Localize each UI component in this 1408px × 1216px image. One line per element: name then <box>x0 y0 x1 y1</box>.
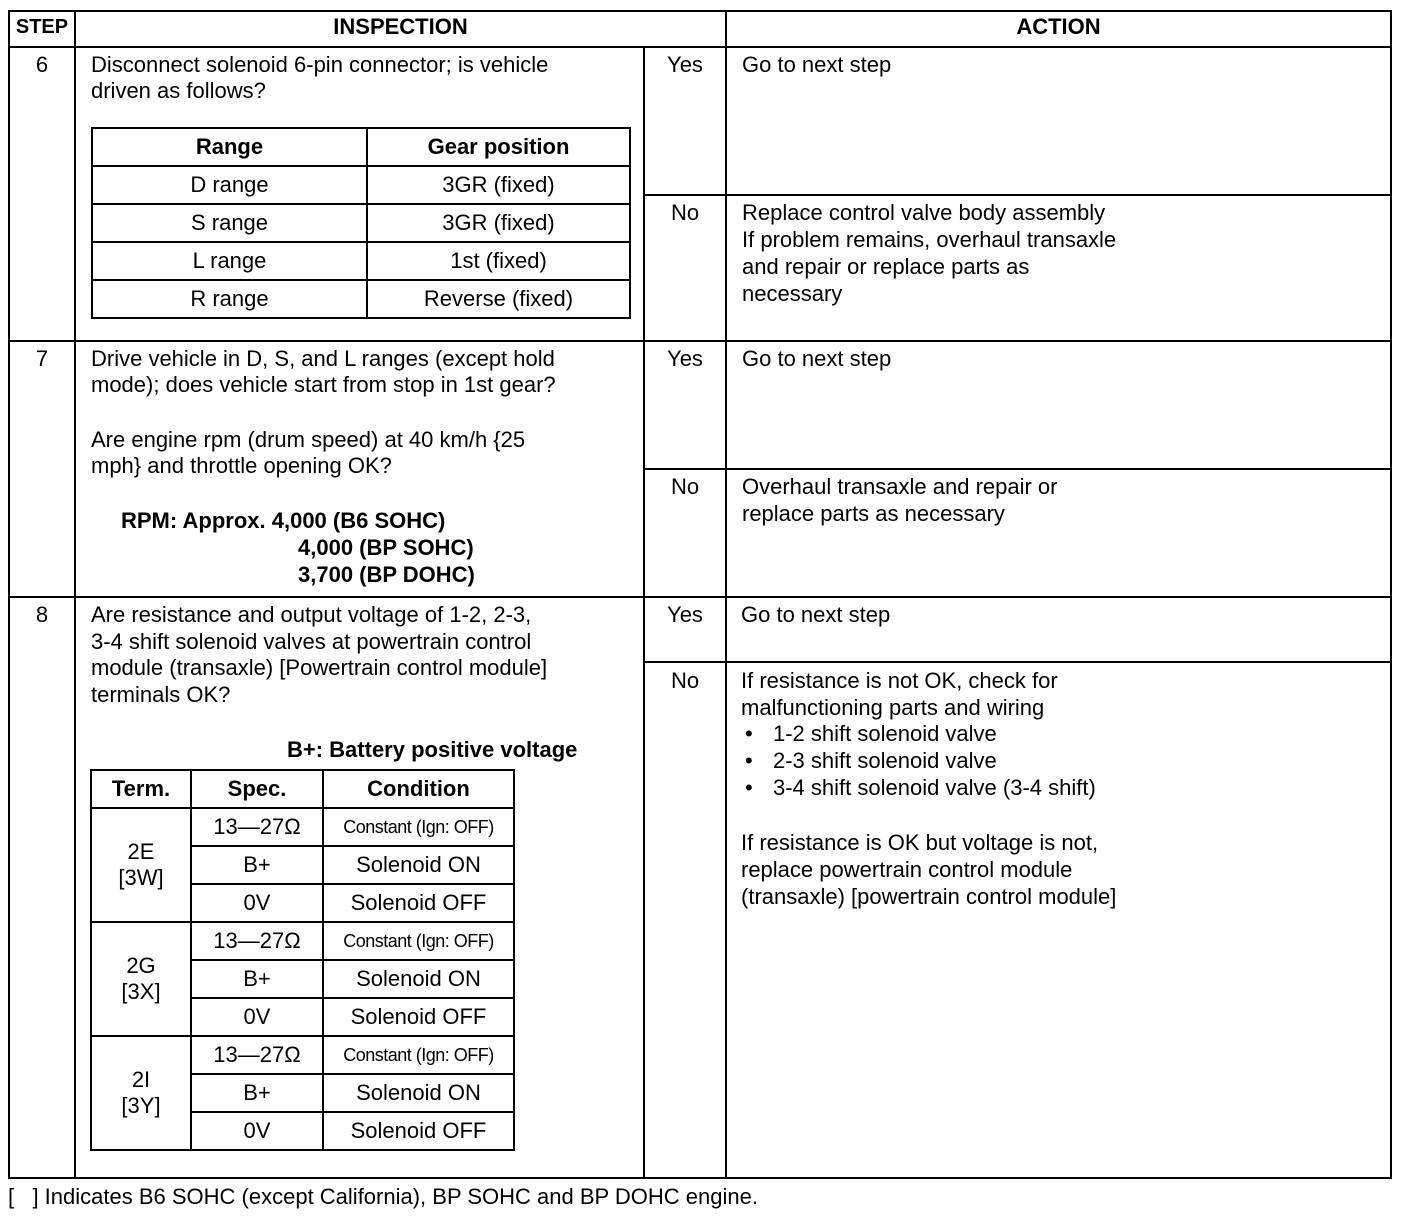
terminal-cell <box>91 808 191 922</box>
terminal-alt-id: [3X] <box>121 979 161 1004</box>
step-7-no-action-line: replace parts as necessary <box>742 501 1005 526</box>
spec-cell: 13—27Ω <box>191 922 323 960</box>
header-inspection: INSPECTION <box>333 14 468 39</box>
rpm-spec-line2: 4,000 (BP SOHC) <box>298 535 474 560</box>
step-8-question-line: module (transaxle) [Powertrain control module] <box>91 655 548 680</box>
table-cell: 3GR (fixed) <box>367 204 630 242</box>
spec-cell: B+ <box>191 1074 323 1112</box>
outer-top <box>8 10 1392 12</box>
step-7-no-action-line: Overhaul transaxle and repair or <box>742 474 1058 499</box>
step-7-yes: Yes <box>667 346 703 371</box>
step-8-no-action-outro: If resistance is OK but voltage is not, <box>741 830 1099 855</box>
step-8-question-line: 3-4 shift solenoid valves at powertrain control <box>91 629 532 654</box>
outer-right <box>1390 10 1392 1179</box>
step-8-no: No <box>670 668 700 693</box>
step-6-no-action-line: and repair or replace parts as <box>742 254 1030 279</box>
step-7-question1-line2: mode); does vehicle start from stop in 1st gear? <box>91 372 556 397</box>
step-6-yes: Yes <box>667 52 703 77</box>
condition-cell: Constant (Ign: OFF) <box>323 922 514 960</box>
spec-header: Spec. <box>191 770 323 808</box>
condition-cell: Constant (Ign: OFF) <box>323 1036 514 1074</box>
condition-header: Condition <box>323 770 514 808</box>
row7-bottom <box>8 596 1392 598</box>
terminal-alt-id: [3W] <box>118 865 164 890</box>
step-6-yes-action: Go to next step <box>742 52 892 77</box>
step-6-number: 6 <box>35 52 49 77</box>
table-cell: Reverse (fixed) <box>367 280 630 318</box>
spec-cell: 13—27Ω <box>191 1036 323 1074</box>
gear-position-header: Gear position <box>367 128 630 166</box>
step-8-yes-action: Go to next step <box>741 602 891 627</box>
step-8-no-action-intro: If resistance is not OK, check for <box>741 668 1058 693</box>
step-8-bullet-item: 3-4 shift solenoid valve (3-4 shift) <box>773 775 1096 800</box>
step-8-no-action-outro: replace powertrain control module <box>741 857 1073 882</box>
bullet-icon: • <box>745 775 753 800</box>
condition-cell: Solenoid ON <box>323 960 514 998</box>
spec-cell: B+ <box>191 846 323 884</box>
step-7-question2-line1: Are engine rpm (drum speed) at 40 km/h {25 <box>91 427 526 452</box>
step-8-bullet-item: 1-2 shift solenoid valve <box>773 721 997 746</box>
row6-bottom <box>8 340 1392 342</box>
step-8-no-action-outro: (transaxle) [powertrain control module] <box>741 884 1117 909</box>
term-header: Term. <box>91 770 191 808</box>
terminal-cell <box>91 1036 191 1150</box>
table-cell: 3GR (fixed) <box>367 166 630 204</box>
solenoid-spec-table <box>90 769 515 1151</box>
row7-yes-no-split <box>643 468 1392 470</box>
step-8-number: 8 <box>35 602 49 627</box>
step-8-yes: Yes <box>667 602 703 627</box>
step-6-no-action-line: If problem remains, overhaul transaxle <box>742 227 1117 252</box>
terminal-id: 2E <box>127 839 155 864</box>
condition-cell: Constant (Ign: OFF) <box>323 808 514 846</box>
spec-cell: 0V <box>191 1112 323 1150</box>
header-bottom <box>8 46 1392 48</box>
step-6-no-action-line: Replace control valve body assembly <box>742 200 1106 225</box>
step-6-no-action-line: necessary <box>742 281 843 306</box>
col-action-divider <box>725 10 727 1179</box>
condition-cell: Solenoid ON <box>323 1074 514 1112</box>
step-7-question1-line1: Drive vehicle in D, S, and L ranges (except hold <box>91 346 555 371</box>
header-action: ACTION <box>1016 14 1101 39</box>
step-8-no-action-intro: malfunctioning parts and wiring <box>741 695 1045 720</box>
bullet-icon: • <box>745 721 753 746</box>
step-7-question2-line2: mph} and throttle opening OK? <box>91 453 392 478</box>
step-8-question-line: Are resistance and output voltage of 1-2, 2-3, <box>91 602 532 627</box>
outer-bottom <box>8 1177 1392 1179</box>
header-step: STEP <box>15 16 69 38</box>
step-7-yes-action: Go to next step <box>742 346 892 371</box>
table-cell: 1st (fixed) <box>367 242 630 280</box>
rpm-spec-line3: 3,700 (BP DOHC) <box>298 562 475 587</box>
condition-cell: Solenoid OFF <box>323 1112 514 1150</box>
table-cell: S range <box>92 204 367 242</box>
step-6-question-line2: driven as follows? <box>91 78 266 103</box>
table-cell: D range <box>92 166 367 204</box>
spec-cell: 0V <box>191 884 323 922</box>
step-6-no: No <box>670 200 700 225</box>
row8-yes-no-split <box>643 661 1392 663</box>
terminal-id: 2G <box>126 953 156 978</box>
outer-left <box>8 10 10 1179</box>
terminal-id: 2I <box>131 1067 151 1092</box>
bplus-note: B+: Battery positive voltage <box>287 737 578 762</box>
table-cell: R range <box>92 280 367 318</box>
terminal-cell <box>91 922 191 1036</box>
col-step-divider <box>74 10 76 1179</box>
condition-cell: Solenoid ON <box>323 846 514 884</box>
spec-cell: 0V <box>191 998 323 1036</box>
spec-cell: 13—27Ω <box>191 808 323 846</box>
step-8-bullet-item: 2-3 shift solenoid valve <box>773 748 997 773</box>
condition-cell: Solenoid OFF <box>323 884 514 922</box>
rpm-spec-line1: RPM: Approx. 4,000 (B6 SOHC) <box>121 508 446 533</box>
bullet-icon: • <box>745 748 753 773</box>
range-header: Range <box>92 128 367 166</box>
step-6-question-line1: Disconnect solenoid 6-pin connector; is vehicle <box>91 52 549 77</box>
condition-cell: Solenoid OFF <box>323 998 514 1036</box>
row6-yes-no-split <box>643 194 1392 196</box>
range-gear-table <box>91 127 631 319</box>
step-7-number: 7 <box>35 346 49 371</box>
terminal-alt-id: [3Y] <box>121 1093 161 1118</box>
table-cell: L range <box>92 242 367 280</box>
footnote: [ ] Indicates B6 SOHC (except California), BP SOHC and BP DOHC engine. <box>8 1184 758 1209</box>
step-7-no: No <box>670 474 700 499</box>
spec-cell: B+ <box>191 960 323 998</box>
step-8-question-line: terminals OK? <box>91 682 231 707</box>
